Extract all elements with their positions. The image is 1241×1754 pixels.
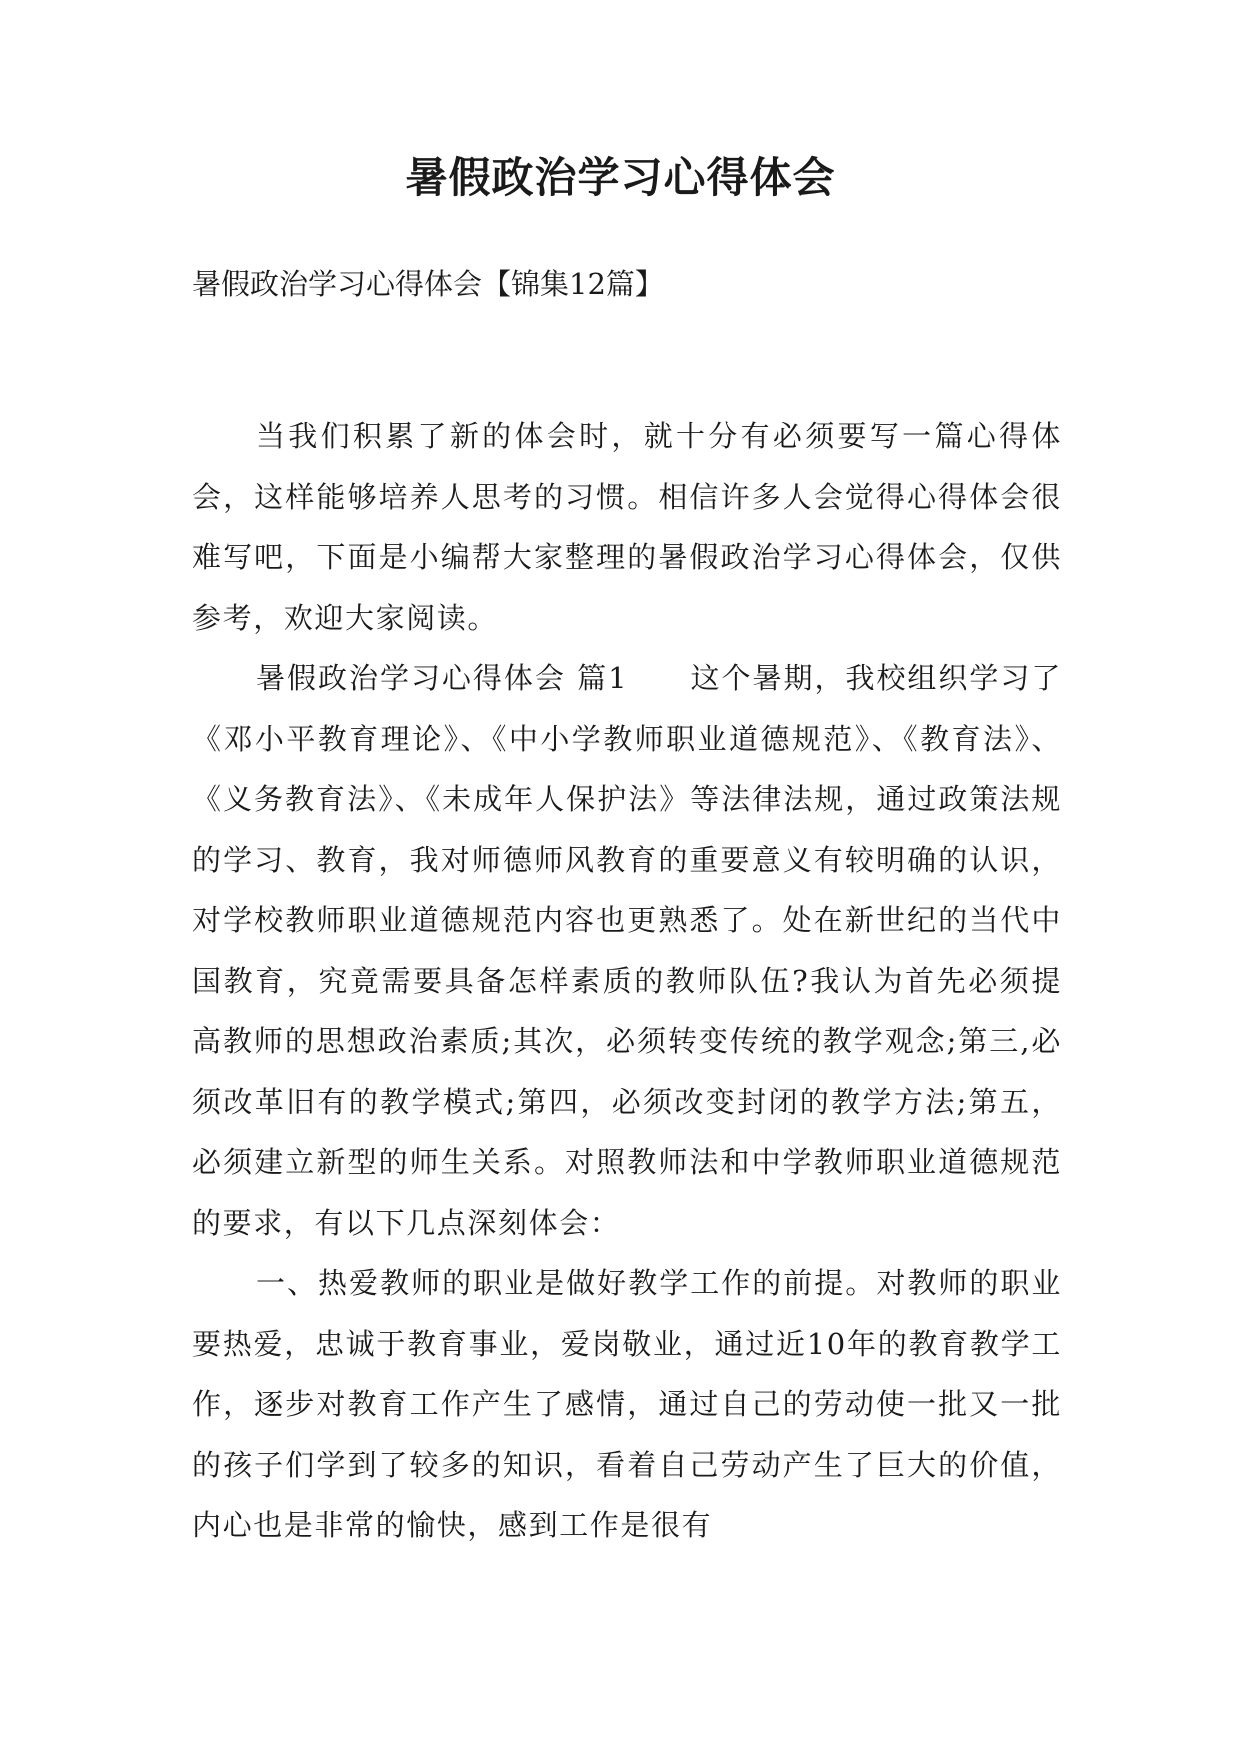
document-title: 暑假政治学习心得体会 <box>405 153 836 202</box>
paragraph-intro: 当我们积累了新的体会时，就十分有必须要写一篇心得体会，这样能够培养人思考的习惯。相信许多人会觉得心得体会很难写吧，下面是小编帮大家整理的暑假政治学习心得体会，仅供参考，欢迎大家阅读。 <box>192 419 1062 635</box>
document-subtitle: 暑假政治学习心得体会【锦集12篇】 <box>192 267 664 301</box>
paragraph-point-1: 一、热爱教师的职业是做好教学工作的前提。对教师的职业要热爱，忠诚于教育事业，爱岗敬业，通过近10年的教育教学工作，逐步对教育工作产生了感情，通过自己的劳动使一批又一批的孩子们学到了较多的知识，看着自己劳动产生了巨大的价值，内心也是非常的愉快，感到工作是很有 <box>192 1266 1062 1542</box>
paragraph-part-1: 暑假政治学习心得体会 篇1 这个暑期，我校组织学习了《邓小平教育理论》、《中小学教师职业道德规范》、《教育法》、《义务教育法》、《未成年人保护法》等法律法规，通过政策法规的学习、教育，我对师德师风教育的重要意义有较明确的认识，对学校教师职业道德规范内容也更熟悉了。处在新世纪的当代中国教育，究竟需要具备怎样素质的教师队伍?我认为首先必须提高教师的思想政治素质;其次，必须转变传统的教学观念;第三,必须改革旧有的教学模式;第四，必须改变封闭的教学方法;第五，必须建立新型的师生关系。对照教师法和中学教师职业道德规范的要求，有以下几点深刻体会： <box>192 661 1062 1240</box>
document-body <box>192 406 1062 1556</box>
